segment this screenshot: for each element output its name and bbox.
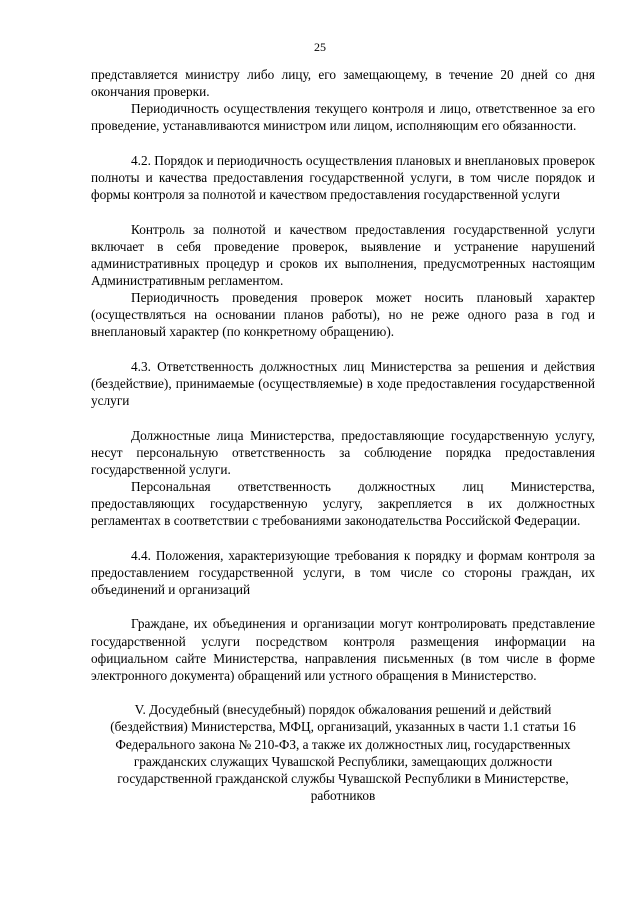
paragraph-citizen-control: Граждане, их объединения и организации могут контролировать представление государственной услуги посредством контроля размещения информации на официальном сайте Министерства, направления письменных (в том числе в форме электронного документа) обращений или устного обращения в Министерство. [91, 616, 595, 683]
paragraph-officials-responsibility: Должностные лица Министерства, предоставляющие государственную услугу, несут персональную ответственность за соблюдение порядка предоставления государственной услуги. [91, 427, 595, 477]
paragraph-inspection-frequency: Периодичность проведения проверок может носить плановый характер (осуществляться на основании планов работы), но не реже одного раза в год и внеплановый характер (по конкретному обращению). [91, 290, 595, 340]
paragraph-continuation: представляется министру либо лицу, его замещающему, в течение 20 дней со дня окончания проверки. [91, 67, 595, 100]
section-heading-4-3: 4.3. Ответственность должностных лиц Министерства за решения и действия (бездействие), принимаемые (осуществляемые) в ходе предоставления государственной услуги [91, 358, 595, 408]
section-heading-4-2: 4.2. Порядок и периодичность осуществления плановых и внеплановых проверок полноты и качества предоставления государственной услуги, в том числе порядок и формы контроля за полнотой и качеством предоставления государственной услуги [91, 152, 595, 203]
document-body [91, 66, 595, 804]
paragraph-control-scope: Контроль за полнотой и качеством предоставления государственной услуги включает в себя проведение проверок, выявление и устранение нарушений административных процедур и сроков их выполнения, предусмотренных настоящим Административным регламентом. [91, 221, 595, 288]
paragraph-current-control: Периодичность осуществления текущего контроля и лицо, ответственное за его проведение, устанавливаются министром или лицом, исполняющим его обязанности. [91, 101, 595, 134]
section-heading-4-4: 4.4. Положения, характеризующие требования к порядку и формам контроля за предоставлением государственной услуги, в том числе со стороны граждан, их объединений и организаций [91, 547, 595, 597]
page-number: 25 [314, 40, 326, 54]
section-heading-v: V. Досудебный (внесудебный) порядок обжалования решений и действий (бездействия) Министерства, МФЦ, организаций, указанных в части 1.1 статьи 16 Федерального закона № 210-ФЗ, а также их должностных лиц, государственных гражданских служащих Чувашской Республики, замещающих должности государственной гражданской службы Чувашской Республики в Министерстве, работников [110, 702, 576, 803]
paragraph-personal-responsibility: Персональная ответственность должностных лиц Министерства, предоставляющих государственную услугу, закрепляется в их должностных регламентах в соответствии с требованиями законодательства Российской Федерации. [91, 478, 595, 529]
